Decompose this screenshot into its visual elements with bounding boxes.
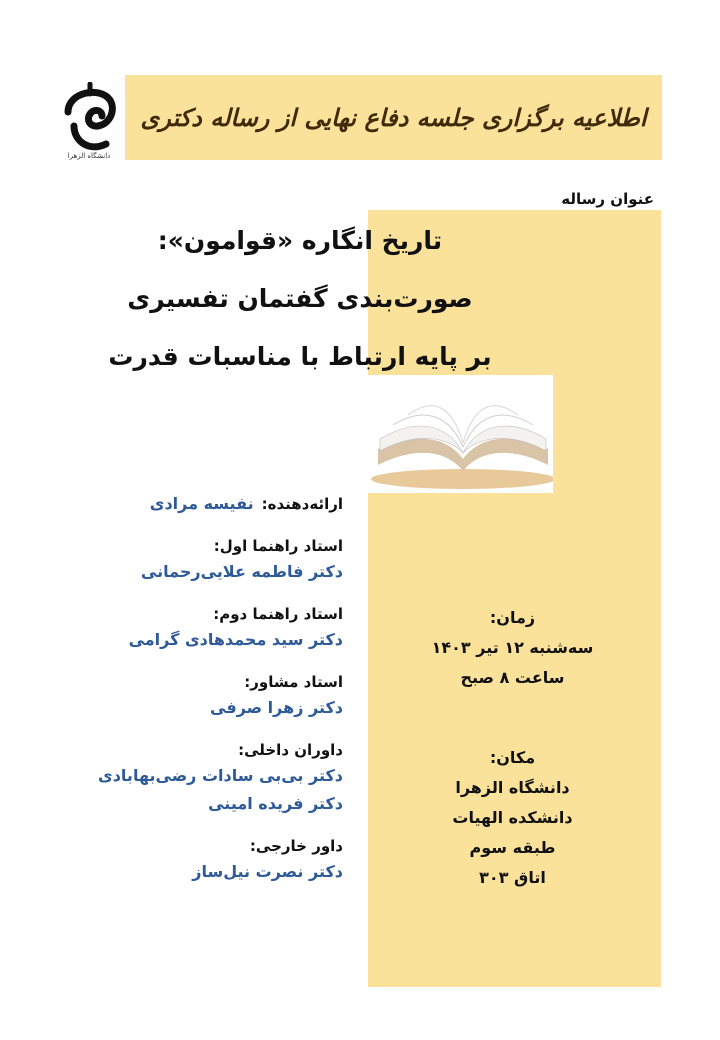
internal-referees-label: داوران داخلی: — [238, 741, 343, 759]
committee-list — [13, 490, 343, 902]
announcement-title: اطلاعیه برگزاری جلسه دفاع نهایی از رساله دکتری — [140, 103, 647, 132]
place-line-2: دانشکده الهیات — [452, 808, 573, 827]
presenter-label: ارائه‌دهنده: — [261, 495, 343, 513]
consultant-row — [13, 670, 343, 722]
external-referee-row — [13, 834, 343, 886]
thesis-line-3: بر پایه ارتباط با مناسبات قدرت — [108, 342, 492, 371]
place-label: مکان: — [489, 748, 536, 767]
advisor1-name: دکتر فاطمه علایی‌رحمانی — [140, 562, 343, 581]
presenter-name: نفیسه مرادی — [149, 494, 254, 513]
internal-referees-row — [13, 738, 343, 818]
thesis-title — [100, 212, 500, 386]
internal-referee-2: دکتر فریده امینی — [208, 794, 343, 813]
time-date: سه‌شنبه ۱۲ تیر ۱۴۰۳ — [431, 638, 594, 657]
logo-caption: دانشگاه الزهرا — [67, 152, 111, 160]
external-referee-label: داور خارجی: — [249, 837, 343, 855]
event-info — [380, 603, 645, 893]
open-book-image — [368, 375, 553, 493]
advisor2-row — [13, 602, 343, 654]
internal-referee-1: دکتر بی‌بی سادات رضی‌بهابادی — [98, 766, 343, 785]
presenter-row — [13, 490, 343, 518]
consultant-label: استاد مشاور: — [244, 673, 343, 691]
external-referee-name: دکتر نصرت نیل‌ساز — [192, 862, 343, 881]
thesis-line-1: تاریخ انگاره «قوامون»: — [157, 226, 443, 255]
university-logo — [60, 82, 122, 160]
advisor2-name: دکتر سید محمدهادی گرامی — [128, 630, 343, 649]
time-label: زمان: — [489, 608, 536, 627]
advisor2-label: استاد راهنما دوم: — [213, 605, 343, 623]
advisor1-label: استاد راهنما اول: — [213, 537, 343, 555]
place-line-3: طبقه سوم — [469, 838, 556, 857]
thesis-label: عنوان رساله — [561, 190, 654, 208]
thesis-line-2: صورت‌بندی گفتمان تفسیری — [127, 284, 473, 313]
time-hour: ساعت ۸ صبح — [460, 668, 565, 687]
advisor1-row — [13, 534, 343, 586]
place-line-4: اتاق ۳۰۳ — [479, 868, 546, 887]
consultant-name: دکتر زهرا صرفی — [210, 698, 343, 717]
place-line-1: دانشگاه الزهرا — [455, 778, 570, 797]
